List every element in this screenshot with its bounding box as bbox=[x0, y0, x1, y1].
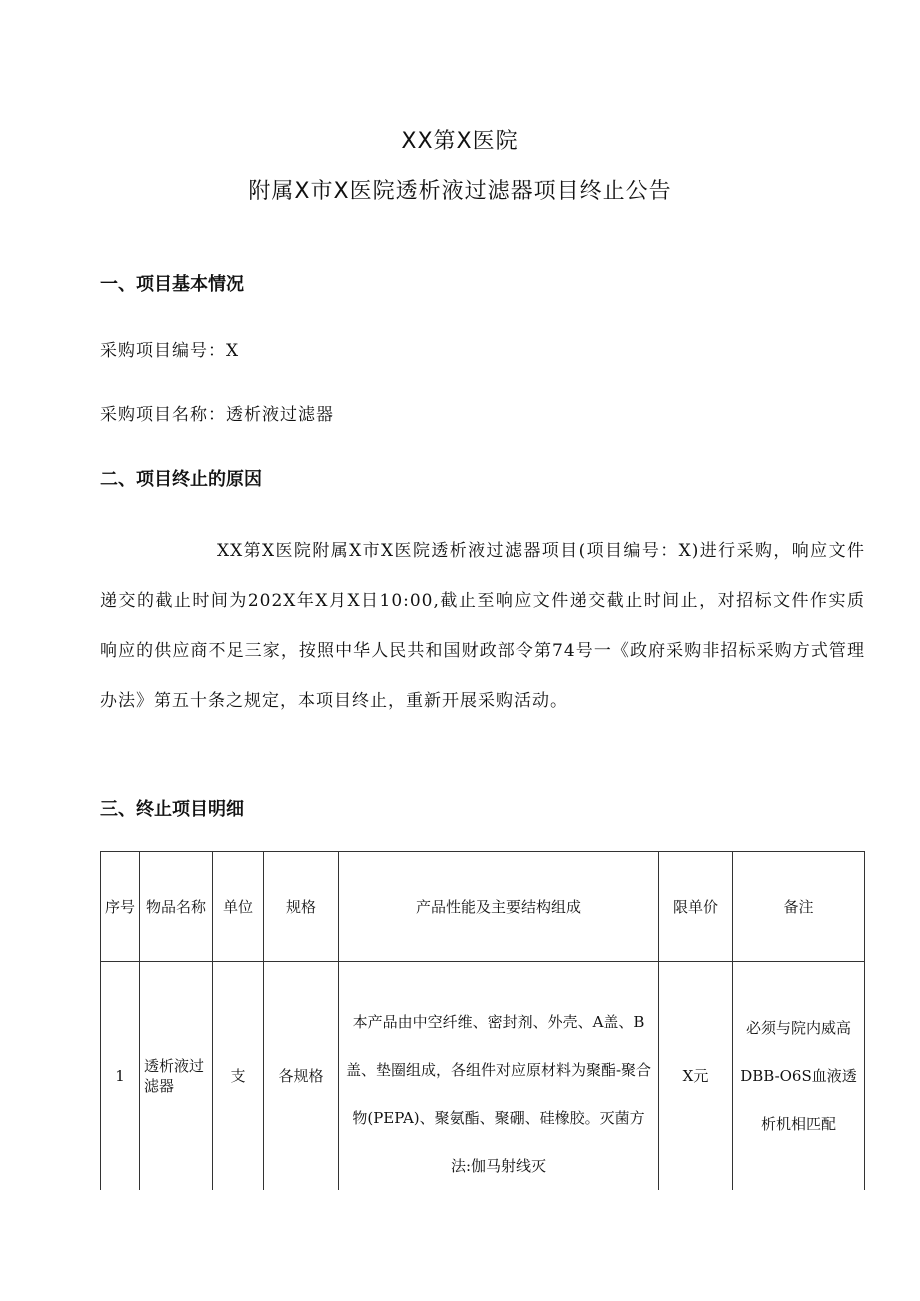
header-item-name: 物品名称 bbox=[140, 852, 213, 962]
header-unit: 单位 bbox=[213, 852, 264, 962]
termination-reason-paragraph: XX第X医院附属X市X医院透析液过滤器项目(项目编号：X)进行采购，响应文件递交的截止时间为202X年X月X日10:00,截止至响应文件递交截止时间止，对招标文件作实质响应的供应商不足三家，按照中华人民共和国财政部令第74号一《政府采购非招标采购方式管理办法》第五十条之规定，本项目终止，重新开展采购活动。 bbox=[100, 541, 865, 711]
terminated-items-table bbox=[100, 851, 865, 1190]
document-title: XX第X医院 bbox=[401, 129, 519, 154]
cell-spec: 各规格 bbox=[264, 962, 339, 1190]
header-seq: 序号 bbox=[101, 852, 140, 962]
section-heading-termination-reason: 二、项目终止的原因 bbox=[100, 469, 262, 490]
header-spec: 规格 bbox=[264, 852, 339, 962]
table-header-row bbox=[101, 852, 865, 962]
cell-remark: 必须与院内威高DBB-O6S血液透析机相匹配 bbox=[733, 962, 865, 1190]
cell-unit: 支 bbox=[213, 962, 264, 1190]
section-heading-terminated-items: 三、终止项目明细 bbox=[100, 799, 244, 820]
project-name: 采购项目名称：透析液过滤器 bbox=[100, 405, 334, 425]
project-number: 采购项目编号：X bbox=[100, 341, 240, 361]
table-row bbox=[101, 962, 865, 1190]
document-subtitle: 附属X市X医院透析液过滤器项目终止公告 bbox=[248, 179, 672, 204]
cell-price-limit: X元 bbox=[659, 962, 733, 1190]
section-heading-basic-info: 一、项目基本情况 bbox=[100, 274, 244, 295]
cell-seq: 1 bbox=[101, 962, 140, 1190]
header-remark: 备注 bbox=[733, 852, 865, 962]
header-performance: 产品性能及主要结构组成 bbox=[339, 852, 659, 962]
header-price-limit: 限单价 bbox=[659, 852, 733, 962]
cell-performance: 本产品由中空纤维、密封剂、外壳、A盖、B盖、垫圈组成，各组件对应原材料为聚酯-聚合物(PEPA)、聚氨酯、聚硼、硅橡胶。灭菌方法:伽马射线灭 bbox=[339, 962, 659, 1190]
cell-item-name: 透析液过滤器 bbox=[140, 962, 213, 1190]
